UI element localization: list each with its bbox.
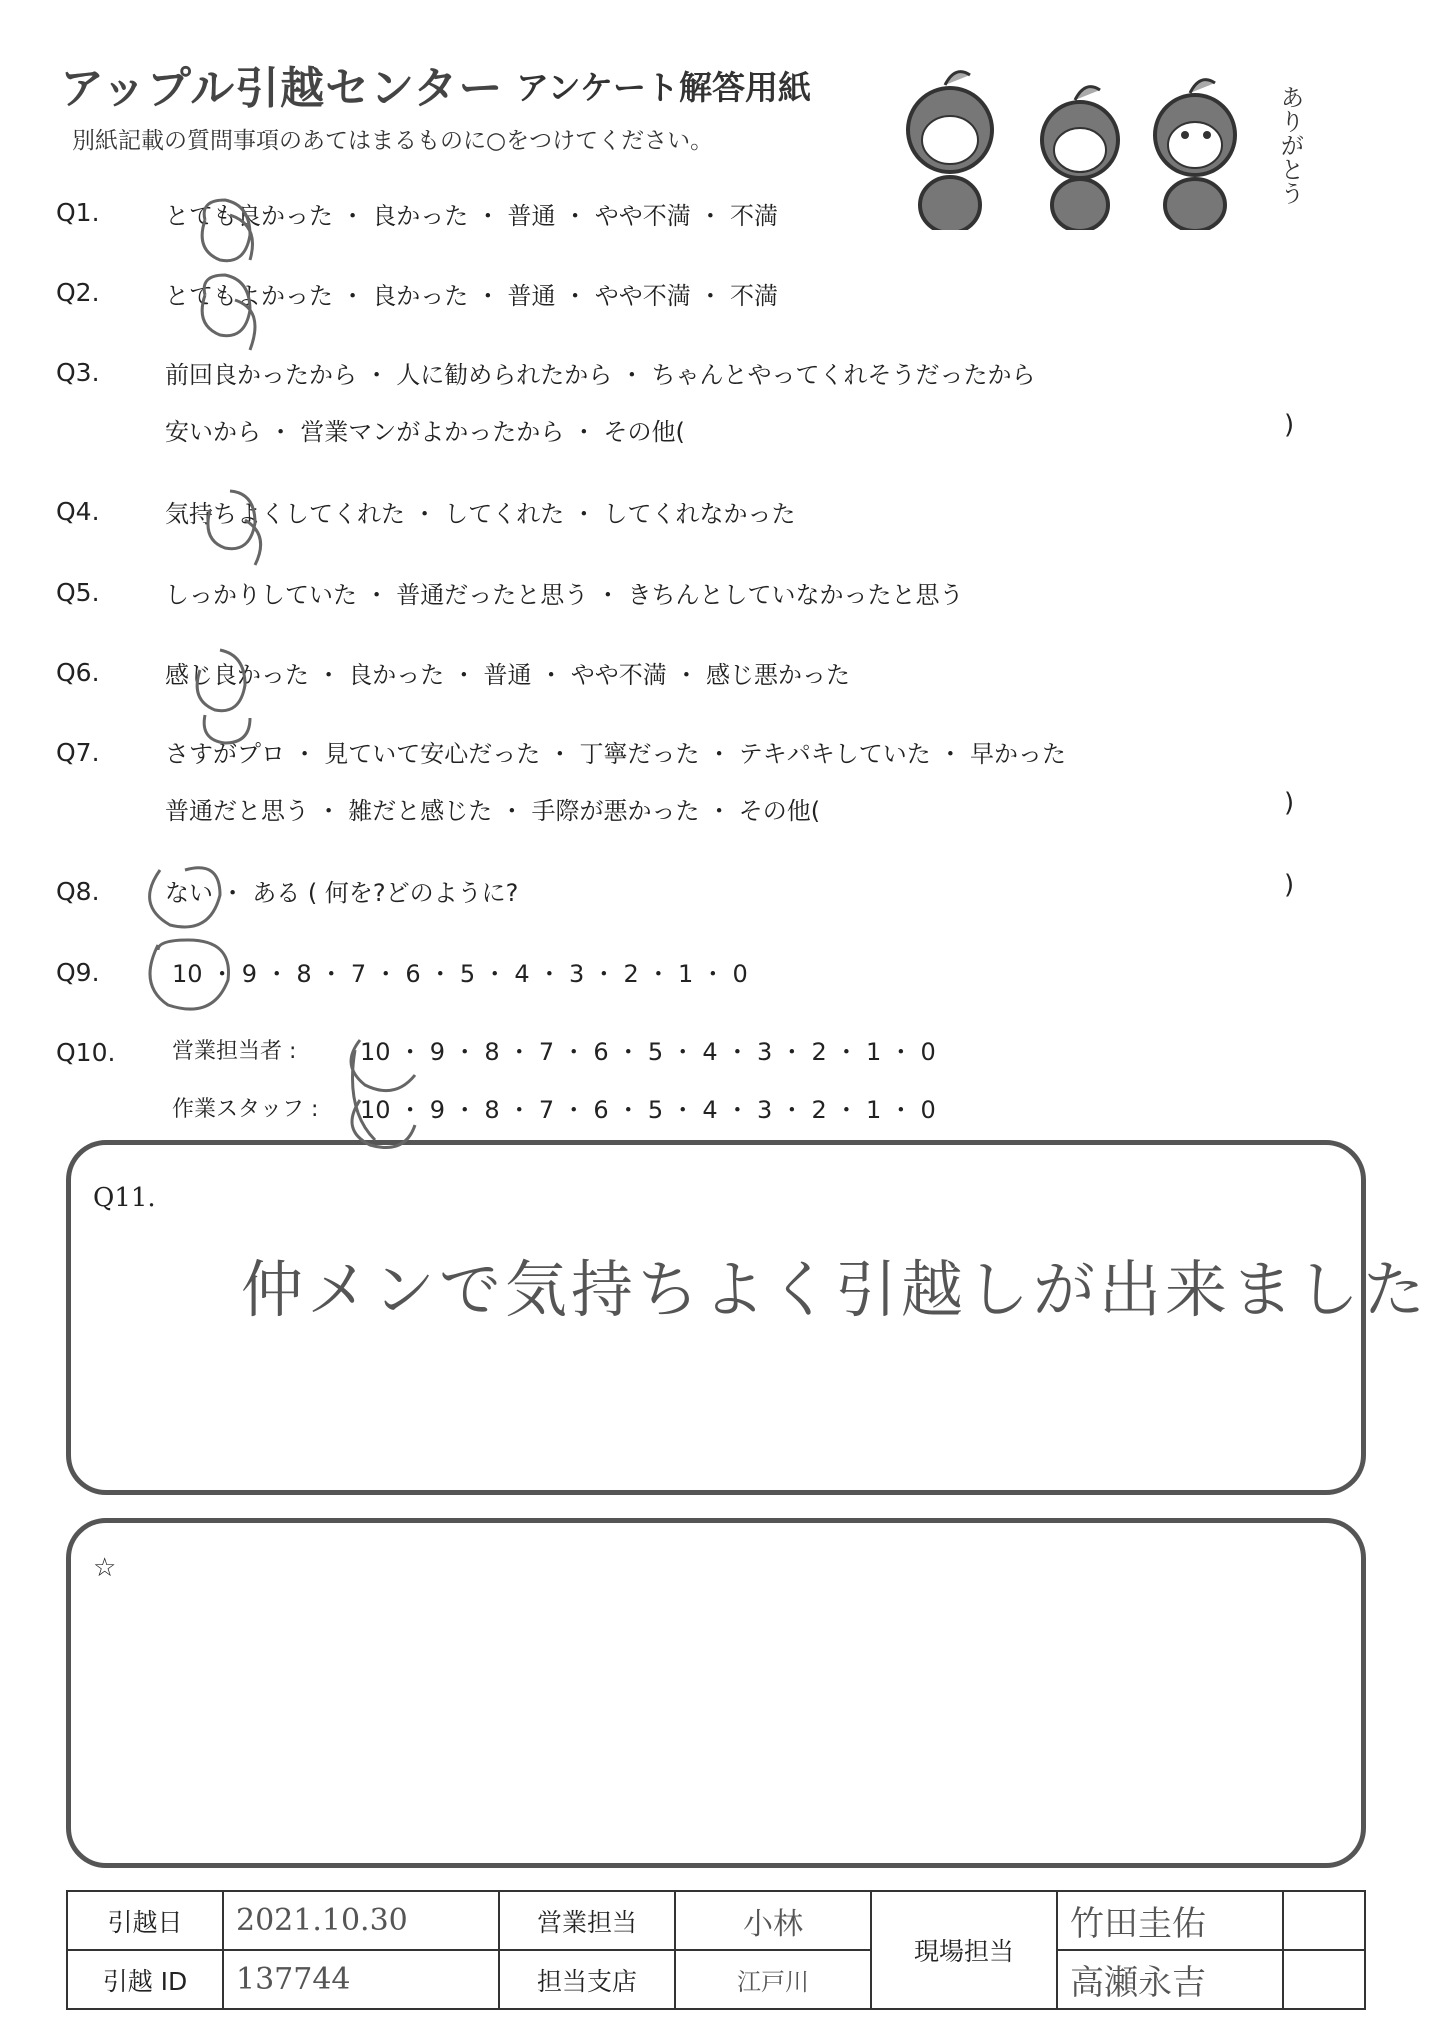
q7-options-line2: 普通だと思う ・ 雑だと感じた ・ 手際が悪かった ・ その他( [165,797,821,825]
monkey-mascots-illustration [895,55,1335,230]
move-date-value: 2021.10.30 [236,1903,408,1938]
q9-label: Q9. [56,958,100,987]
instruction-text: 別紙記載の質問事項のあてはまるものに○をつけてください。 [72,128,714,154]
q11-comment-box [66,1140,1430,1495]
free-comment-box [66,1518,1366,1868]
q8-label: Q8. [56,877,100,906]
q10-staff-scale: 10 ・ 9 ・ 8 ・ 7 ・ 6 ・ 5 ・ 4 ・ 3 ・ 2 ・ 1 ・ 0 [360,1096,936,1124]
q7-close-paren: ) [1284,788,1295,818]
q6-options: 感じ良かった ・ 良かった ・ 普通 ・ やや不満 ・ 感じ悪かった [165,661,851,689]
q1-options: とても良かった ・ 良かった ・ 普通 ・ やや不満 ・ 不満 [165,202,779,230]
q3-options-line2: 安いから ・ 営業マンがよかったから ・ その他( [165,418,685,446]
q9-scale: 10 ・ 9 ・ 8 ・ 7 ・ 6 ・ 5 ・ 4 ・ 3 ・ 2 ・ 1 ・ 0 [172,960,748,988]
star-label: ☆ [93,1553,117,1583]
q7-options-line1: さすがプロ ・ 見ていて安心だった ・ 丁寧だった ・ テキパキしていた ・ 早かった [165,740,1067,768]
q3-options-line1: 前回良かったから ・ 人に勧められたから ・ ちゃんとやってくれそうだったから [165,361,1036,389]
footer-info-table [66,1890,1366,2010]
site-staff-label: 現場担当 [871,1891,1057,2009]
q10-sales-scale: 10 ・ 9 ・ 8 ・ 7 ・ 6 ・ 5 ・ 4 ・ 3 ・ 2 ・ 1 ・ 0 [360,1038,936,1066]
q8-close-paren: ) [1284,870,1295,900]
q2-options: とてもよかった ・ 良かった ・ 普通 ・ やや不満 ・ 不満 [165,282,779,310]
q10-sales-label: 営業担当者 : [172,1039,297,1064]
q11-handwritten-answer: 仲メンで気持ちよく引越しが出来ました [241,1253,1430,1326]
branch-label: 担当支店 [499,1950,675,2009]
sales-rep-label: 営業担当 [499,1891,675,1950]
q3-close-paren: ) [1284,410,1295,440]
q3-label: Q3. [56,358,100,387]
move-id-label: 引越 ID [67,1950,223,2009]
move-id-value: 137744 [236,1962,351,1997]
q4-options: 気持ちよくしてくれた ・ してくれた ・ してくれなかった [165,500,796,528]
q5-label: Q5. [56,578,100,607]
q11-label: Q11. [93,1183,156,1213]
q2-label: Q2. [56,278,100,307]
form-subtitle: アンケート解答用紙 [516,68,812,107]
mascot-caption: ありがとう [1276,85,1304,205]
q8-options: ない ・ ある ( 何を?どのように? [165,879,519,907]
site-staff-value-2: 高瀬永吉 [1070,1963,1206,2003]
q6-label: Q6. [56,658,100,687]
q10-staff-label: 作業スタッフ : [172,1097,319,1122]
q7-label: Q7. [56,738,100,767]
q4-label: Q4. [56,497,100,526]
sales-rep-value: 小林 [743,1906,803,1942]
q10-label: Q10. [56,1038,116,1067]
brand-title: アップル引越センター [60,63,504,114]
move-date-label: 引越日 [67,1891,223,1950]
site-staff-value-1: 竹田圭佑 [1070,1904,1206,1944]
q1-label: Q1. [56,198,100,227]
q5-options: しっかりしていた ・ 普通だったと思う ・ きちんとしていなかったと思う [165,581,964,609]
branch-value: 江戸川 [737,1968,809,1996]
